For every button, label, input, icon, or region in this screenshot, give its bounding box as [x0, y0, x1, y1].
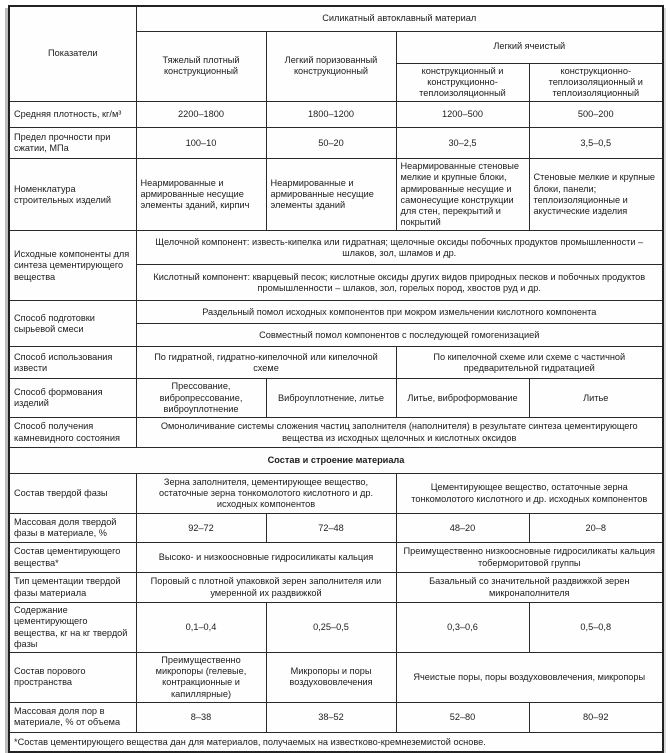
cell-stone-state: Омоноличивание системы сложения частиц заполнителя (наполнителя) в результате синтеза цементирующего вещества из исходных щелочных и кислотных оксидов	[136, 418, 663, 448]
header-material-group: Силикатный автоклавный материал	[136, 6, 663, 31]
row-label-cement-comp: Состав цементирующего вещества*	[9, 543, 136, 573]
row-label-cement-content: Содержание цементирующего вещества, кг на кг твердой фазы	[9, 603, 136, 653]
cell-strength-cellular-structural: 30–2,5	[396, 128, 529, 159]
cell-lime-use-cellular: По кипелочной схеме или схеме с частичной предварительной гидратацией	[396, 347, 663, 379]
cell-preparation-separate: Раздельный помол исходных компонентов при мокром измельчении кислотного компонента	[136, 301, 663, 324]
table-row	[9, 653, 663, 703]
table-row	[9, 128, 663, 159]
cell-pore-mass-heavy: 8–38	[136, 702, 266, 732]
row-label-density: Средняя плотность, кг/м³	[9, 102, 136, 128]
cell-forming-cellular-structural: Литье, виброформование	[396, 379, 529, 418]
silicate-material-table	[8, 5, 664, 753]
cell-cement-type-dense: Поровый с плотной упаковкой зерен заполнителя или умеренной их раздвижкой	[136, 573, 396, 603]
table-row	[9, 702, 663, 732]
header-light-cellular: Легкий ячеистый	[396, 31, 663, 63]
table-row	[9, 732, 663, 752]
table-row	[9, 514, 663, 543]
table-row	[9, 231, 663, 265]
cell-cement-content-heavy: 0,1–0,4	[136, 603, 266, 653]
cell-cement-content-porized: 0,25–0,5	[266, 603, 396, 653]
cell-components-alkaline: Щелочной компонент: известь-кипелка или гидратная; щелочные оксиды побочных продуктов промышленности – шлаков, зол, шламов и др.	[136, 231, 663, 265]
cell-forming-cellular-insulating: Литье	[529, 379, 663, 418]
cell-solid-phase-dense: Зерна заполнителя, цементирующее вещество, остаточные зерна тонкомолотого кислотного и др. исходных компонентов	[136, 474, 396, 514]
table-row	[9, 6, 663, 31]
table-row	[9, 159, 663, 231]
cell-strength-heavy: 100–10	[136, 128, 266, 159]
row-label-pore-mass: Массовая доля пор в материале, % от объема	[9, 702, 136, 732]
cell-density-heavy: 2200–1800	[136, 102, 266, 128]
header-light-porized: Легкий поризованный конструкционный	[266, 31, 396, 102]
table-row	[9, 301, 663, 324]
row-label-preparation: Способ подготовки сырьевой смеси	[9, 301, 136, 347]
cell-density-porized: 1800–1200	[266, 102, 396, 128]
cell-density-cellular-insulating: 500–200	[529, 102, 663, 128]
table-row	[9, 102, 663, 128]
cell-pore-mass-cellular-structural: 52–80	[396, 702, 529, 732]
header-indicators: Показатели	[9, 6, 136, 102]
row-label-pore-comp: Состав порового пространства	[9, 653, 136, 703]
table-row	[9, 418, 663, 448]
header-cellular-insulating: конструкционно-теплоизоляционный и теплоизоляционный	[529, 63, 663, 102]
section-header-composition: Состав и строение материала	[9, 448, 663, 474]
table-row	[9, 474, 663, 514]
cell-pore-comp-heavy: Преимущественно микропоры (гелевые, контракционные и капиллярные)	[136, 653, 266, 703]
cell-solid-mass-cellular-structural: 48–20	[396, 514, 529, 543]
row-label-solid-mass: Массовая доля твердой фазы в материале, %	[9, 514, 136, 543]
cell-pore-comp-porized: Микропоры и поры воздухововлечения	[266, 653, 396, 703]
cell-solid-mass-heavy: 92–72	[136, 514, 266, 543]
table-footnote: *Состав цементирующего вещества дан для материалов, получаемых на известково-кремнеземистой основе.	[9, 732, 663, 752]
cell-pore-mass-porized: 38–52	[266, 702, 396, 732]
cell-strength-porized: 50–20	[266, 128, 396, 159]
row-label-solid-phase: Состав твердой фазы	[9, 474, 136, 514]
cell-cement-content-cellular-insulating: 0,5–0,8	[529, 603, 663, 653]
table-row	[9, 603, 663, 653]
row-label-forming: Способ формования изделий	[9, 379, 136, 418]
cell-solid-phase-cellular: Цементирующее вещество, остаточные зерна тонкомолотого кислотного и др. исходных компонентов	[396, 474, 663, 514]
cell-solid-mass-porized: 72–48	[266, 514, 396, 543]
cell-cement-comp-cellular: Преимущественно низкоосновные гидросиликаты кальция тоберморитовой группы	[396, 543, 663, 573]
header-cellular-structural: конструкционный и конструкционно-теплоизоляционный	[396, 63, 529, 102]
header-heavy-dense: Тяжелый плотный конструкционный	[136, 31, 266, 102]
row-label-strength: Предел прочности при сжатии, МПа	[9, 128, 136, 159]
cell-cement-content-cellular-structural: 0,3–0,6	[396, 603, 529, 653]
cell-components-acidic: Кислотный компонент: кварцевый песок; кислотные оксиды других видов природных песков и побочных продуктов промышленности – шлаков, зол, горелых пород, хвостов руд и др.	[136, 265, 663, 301]
table-row	[9, 347, 663, 379]
row-label-lime-use: Способ использования извести	[9, 347, 136, 379]
row-label-cement-type: Тип цементации твердой фазы материала	[9, 573, 136, 603]
cell-nomenclature-cellular-structural: Неармированные стеновые мелкие и крупные блоки, армированные несущие и самонесущие конструкции для стен, перекрытий и покрытий	[396, 159, 529, 231]
table-row	[9, 379, 663, 418]
row-label-stone-state: Способ получения камневидного состояния	[9, 418, 136, 448]
cell-forming-heavy: Прессование, вибропрессование, виброуплотнение	[136, 379, 266, 418]
table-row	[9, 543, 663, 573]
cell-solid-mass-cellular-insulating: 20–8	[529, 514, 663, 543]
cell-nomenclature-porized: Неармированные и армированные несущие элементы зданий	[266, 159, 396, 231]
cell-pore-comp-cellular: Ячеистые поры, поры воздухововлечения, микропоры	[396, 653, 663, 703]
row-label-components: Исходные компоненты для синтеза цементирующего вещества	[9, 231, 136, 301]
cell-strength-cellular-insulating: 3,5–0,5	[529, 128, 663, 159]
cell-nomenclature-cellular-insulating: Стеновые мелкие и крупные блоки, панели; теплоизоляционные и акустические изделия	[529, 159, 663, 231]
cell-lime-use-dense: По гидратной, гидратно-кипелочной или кипелочной схеме	[136, 347, 396, 379]
table-row	[9, 573, 663, 603]
cell-preparation-joint: Совместный помол компонентов с последующей гомогенизацией	[136, 324, 663, 347]
cell-cement-comp-dense: Высоко- и низкоосновные гидросиликаты кальция	[136, 543, 396, 573]
cell-cement-type-cellular: Базальный со значительной раздвижкой зерен микронаполнителя	[396, 573, 663, 603]
cell-density-cellular-structural: 1200–500	[396, 102, 529, 128]
cell-nomenclature-heavy: Неармированные и армированные несущие элементы зданий, кирпич	[136, 159, 266, 231]
cell-forming-porized: Виброуплотнение, литье	[266, 379, 396, 418]
table-row	[9, 448, 663, 474]
cell-pore-mass-cellular-insulating: 80–92	[529, 702, 663, 732]
row-label-nomenclature: Номенклатура строительных изделий	[9, 159, 136, 231]
